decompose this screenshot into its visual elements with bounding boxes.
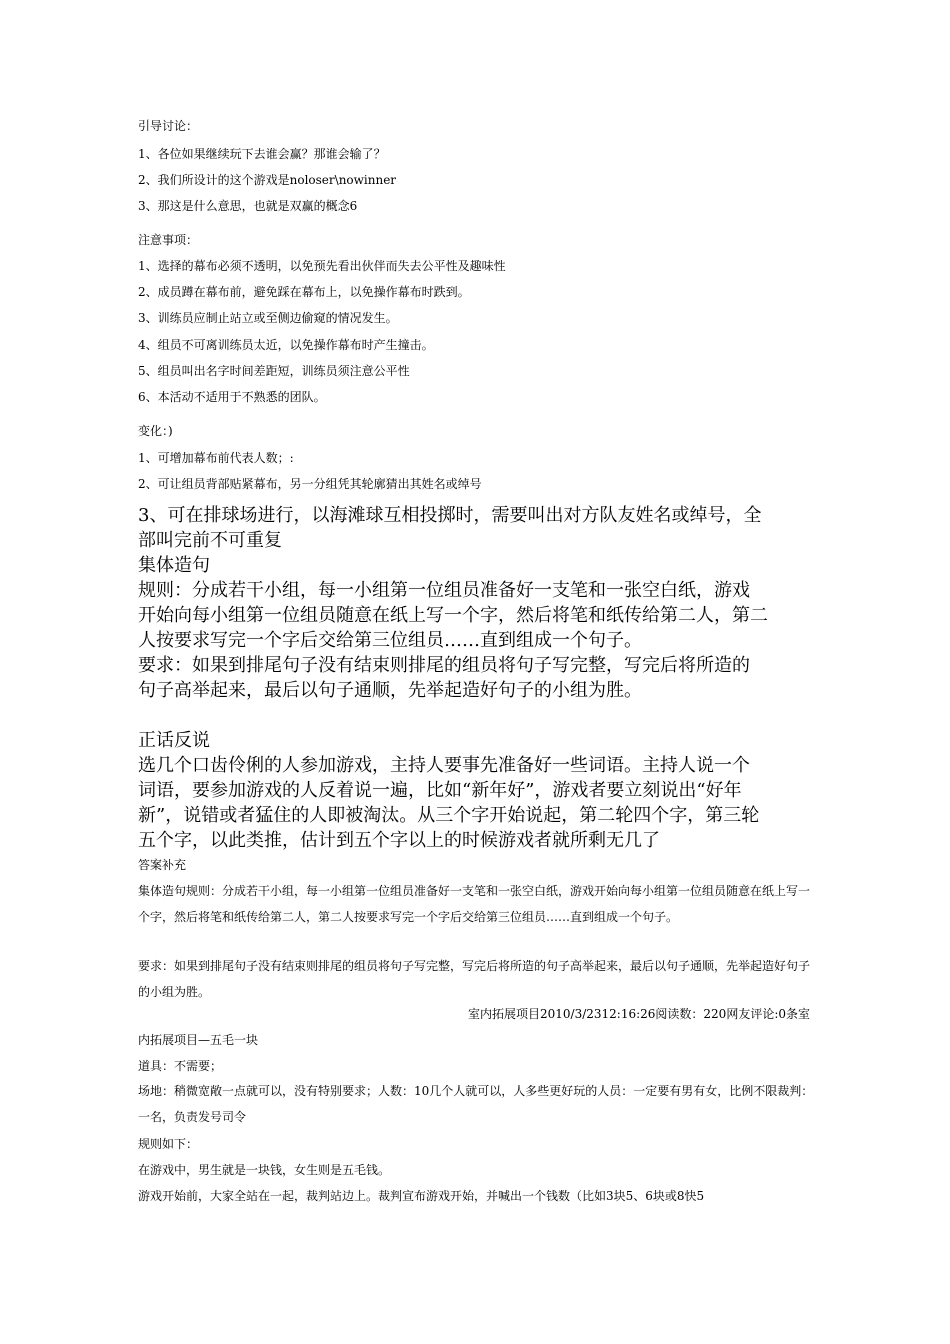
notes-item-5: 5、组员叫出名字时间差距短，训练员须注意公平性 — [138, 364, 410, 378]
wumao-venue: 场地：稍微宽敞一点就可以，没有特别要求；人数：10几个人就可以，人多些更好玩的人员：一定要有男有女，比例不限裁判：一名，负责发号司令 — [138, 1084, 814, 1124]
collective-rules-line-1: 规则：分成若干小组，每一小组第一位组员准备好一支笔和一张空白纸，游戏 — [138, 580, 750, 601]
reverse-line-3: 新”，说错或者猛住的人即被淘汰。从三个字开始说起，第二轮四个字，第三轮 — [138, 805, 760, 826]
variation-item-2: 2、可让组员背部贴紧幕布，另一分组凭其轮廓猜出其姓名或绰号 — [138, 477, 482, 491]
discussion-item-2: 2、我们所设计的这个游戏是noloser\nowinner — [138, 173, 397, 187]
wumao-title: 内拓展项目—五毛一块 — [138, 1033, 259, 1047]
reverse-line-4: 五个字，以此类推，估计到五个字以上的时候游戏者就所剩无几了 — [138, 830, 660, 851]
wumao-rules-heading: 规则如下： — [138, 1137, 199, 1151]
discussion-item-1: 1、各位如果继续玩下去谁会赢？那谁会输了？ — [138, 147, 386, 161]
notes-item-3: 3、训练员应制止站立或至侧边偷窥的情况发生。 — [138, 311, 398, 325]
variation-item-1: 1、可增加幕布前代表人数；: — [138, 451, 294, 465]
supplement-rules: 集体造句规则：分成若干小组，每一小组第一位组员准备好一支笔和一张空白纸，游戏开始向每小组第一位组员随意在纸上写一个字，然后将笔和纸传给第二人，第二人按要求写完一个字后交给第三位组员……直到组成一个句子。 — [138, 884, 811, 924]
notes-item-6: 6、本活动不适用于不熟悉的团队。 — [138, 390, 326, 404]
notes-item-4: 4、组员不可离训练员太近，以免操作幕布时产生撞击。 — [138, 338, 434, 352]
wumao-rule-1: 在游戏中，男生就是一块钱，女生则是五毛钱。 — [138, 1163, 391, 1177]
collective-rules-line-3: 人按要求写完一个字后交给第三位组员……直到组成一个句子。 — [138, 630, 642, 651]
collective-title: 集体造句 — [138, 555, 210, 576]
supplement-heading: 答案补充 — [138, 858, 187, 872]
collective-req-line-2: 句子高举起来，最后以句子通顺，先举起造好句子的小组为胜。 — [138, 680, 642, 701]
article-meta-line: 室内拓展项目2010/3/2312:16:26阅读数：220网友评论:0条室 — [467, 1007, 810, 1021]
notes-item-2: 2、成员蹲在幕布前，避免踩在幕布上，以免操作幕布时跌到。 — [138, 285, 470, 299]
discussion-item-3: 3、那这是什么意思，也就是双赢的概念6 — [138, 199, 358, 213]
variation-item-3-line-1: 3、可在排球场进行，以海滩球互相投掷时，需要叫出对方队友姓名或绰号，全 — [138, 505, 762, 526]
notes-heading: 注意事项： — [138, 233, 199, 247]
discussion-heading: 引导讨论： — [138, 119, 199, 133]
notes-item-1: 1、选择的幕布必须不透明，以免预先看出伙伴而失去公平性及趣味性 — [138, 259, 506, 273]
collective-rules-line-2: 开始向每小组第一位组员随意在纸上写一个字，然后将笔和纸传给第二人，第二 — [138, 605, 768, 626]
reverse-title: 正话反说 — [138, 730, 210, 751]
wumao-props: 道具：不需要； — [138, 1059, 223, 1073]
variation-item-3-line-2: 部叫完前不可重复 — [138, 530, 282, 551]
supplement-requirements: 要求：如果到排尾句子没有结束则排尾的组员将句子写完整，写完后将所造的句子高举起来，最后以句子通顺，先举起造好句子的小组为胜。 — [138, 959, 811, 999]
reverse-line-2: 词语，要参加游戏的人反着说一遍，比如“新年好”，游戏者要立刻说出“好年 — [138, 780, 742, 801]
reverse-line-1: 选几个口齿伶俐的人参加游戏，主持人要事先准备好一些词语。主持人说一个 — [138, 755, 750, 776]
variation-heading: 变化：) — [138, 424, 173, 438]
wumao-rule-2: 游戏开始前，大家全站在一起，裁判站边上。裁判宣布游戏开始，并喊出一个钱数（比如3块5、6块或8快5 — [138, 1189, 705, 1203]
collective-req-line-1: 要求：如果到排尾句子没有结束则排尾的组员将句子写完整，写完后将所造的 — [138, 655, 750, 676]
